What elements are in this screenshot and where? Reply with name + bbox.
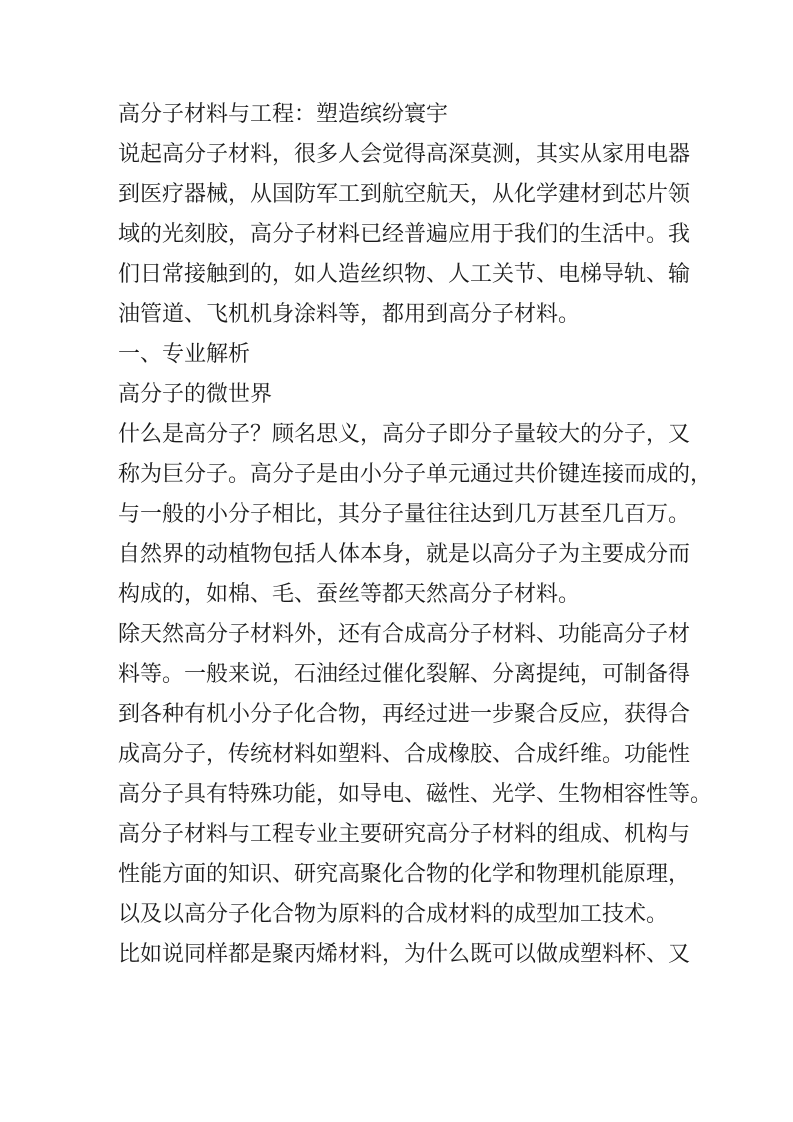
section-heading: 一、专业解析 xyxy=(118,342,251,367)
text-line: 说起高分子材料，很多人会觉得高深莫测，其实从家用电器 xyxy=(118,142,691,167)
text-line: 自然界的动植物包括人体本身，就是以高分子为主要成分而 xyxy=(118,542,691,567)
section-heading: 高分子的微世界 xyxy=(118,382,273,407)
text-line: 性能方面的知识、研究高聚化合物的化学和物理机能原理， xyxy=(118,862,691,887)
text-line: 成高分子，传统材料如塑料、合成橡胶、合成纤维。功能性 xyxy=(118,742,691,767)
text-line: 高分子材料与工程专业主要研究高分子材料的组成、机构与 xyxy=(118,822,691,847)
text-line: 域的光刻胶，高分子材料已经普遍应用于我们的生活中。我 xyxy=(118,222,691,247)
text-line: 比如说同样都是聚丙烯材料，为什么既可以做成塑料杯、又 xyxy=(118,942,691,967)
text-line: 油管道、飞机机身涂料等，都用到高分子材料。 xyxy=(118,302,581,327)
text-line: 到各种有机小分子化合物，再经过进一步聚合反应，获得合 xyxy=(118,702,691,727)
text-line: 到医疗器械，从国防军工到航空航天，从化学建材到芯片领 xyxy=(118,182,691,207)
text-line: 构成的，如棉、毛、蚕丝等都天然高分子材料。 xyxy=(118,582,581,607)
text-line: 除天然高分子材料外，还有合成高分子材料、功能高分子材 xyxy=(118,622,691,647)
text-line: 以及以高分子化合物为原料的合成材料的成型加工技术。 xyxy=(118,902,669,927)
text-line: 与一般的小分子相比，其分子量往往达到几万甚至几百万。 xyxy=(118,502,691,527)
text-line: 高分子具有特殊功能，如导电、磁性、光学、生物相容性等。 xyxy=(118,782,713,807)
text-line: 称为巨分子。高分子是由小分子单元通过共价键连接而成的， xyxy=(118,462,713,487)
text-line: 料等。一般来说，石油经过催化裂解、分离提纯，可制备得 xyxy=(118,662,691,687)
document-body xyxy=(118,95,713,975)
document-title: 高分子材料与工程：塑造缤纷寰宇 xyxy=(118,102,449,127)
text-line: 什么是高分子？顾名思义，高分子即分子量较大的分子，又 xyxy=(118,422,691,447)
text-line: 们日常接触到的，如人造丝织物、人工关节、电梯导轨、输 xyxy=(118,262,691,287)
